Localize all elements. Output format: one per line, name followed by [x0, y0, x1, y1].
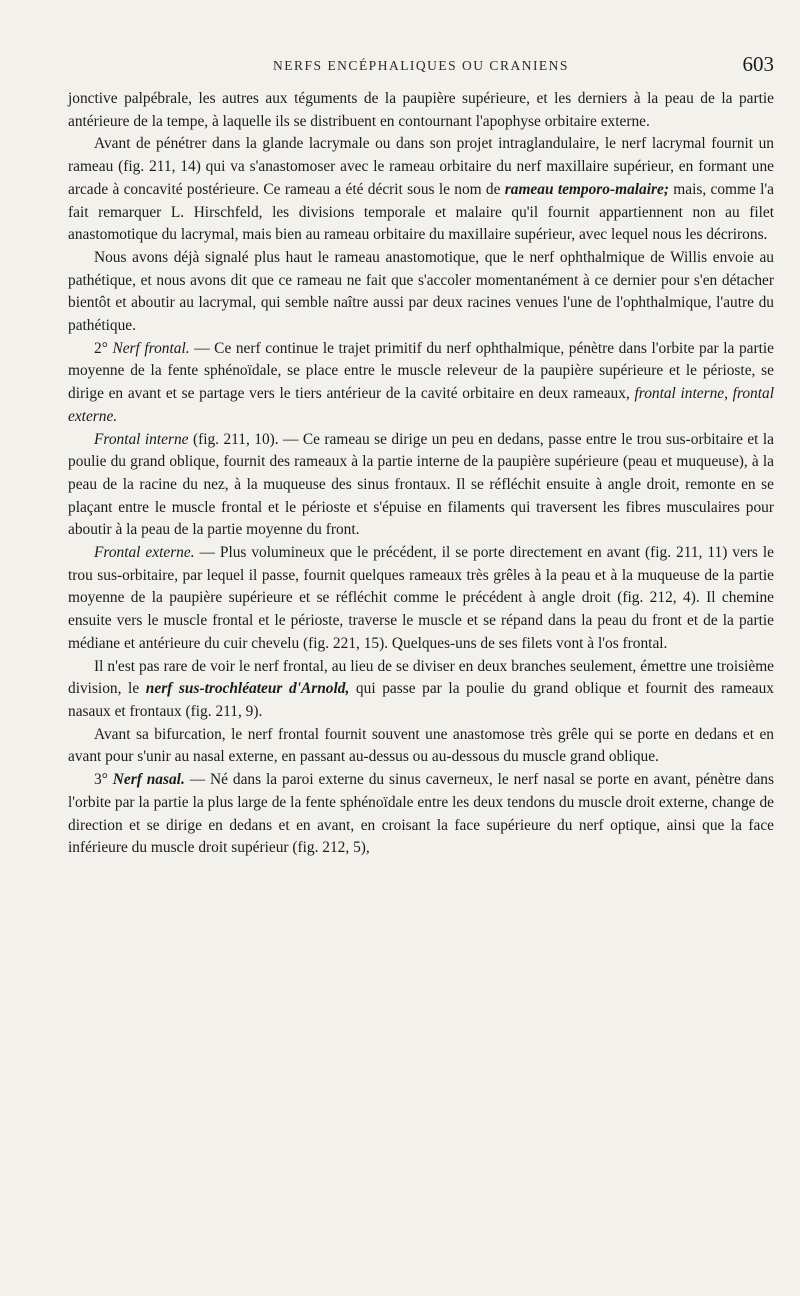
paragraph	[68, 429, 774, 543]
page	[68, 52, 775, 860]
text-run: Il n'est pas rare de voir le nerf frontal, au lieu de se diviser en deux branches seulement, émettre une troisième division, le	[68, 657, 774, 698]
paragraph	[68, 656, 774, 724]
page-number: 603	[742, 52, 774, 76]
emphasis-text: Nerf frontal.	[112, 339, 190, 357]
text-run: jonctive palpébrale, les autres aux téguments de la paupière supérieure, et les derniers à la peau de la partie antérieure de la tempe, à laquelle ils se distribuent en contournant l'apophyse orbitaire externe.	[68, 90, 774, 130]
text-run: — Ce nerf continue le trajet primitif du nerf ophthalmique, pénètre dans l'orbite par la partie moyenne de la fente sphénoïdale, se place entre le muscle releveur de la paupière supérieure et le périoste, se dirige en avant et se partage vers le tiers antérieur de la cavité orbitaire en deux rameaux,	[68, 339, 775, 403]
body-text	[68, 88, 774, 860]
page-header	[68, 52, 774, 88]
running-head: NERFS ENCÉPHALIQUES OU CRANIENS	[273, 58, 569, 73]
text-run: — Né dans la paroi externe du sinus caverneux, le nerf nasal se porte en avant, pénètre dans l'orbite par la partie la plus large de la fente sphénoïdale entre les deux tendons du muscle droit externe, change de direction et se dirige en dedans et en avant, en croisant la face supérieure du nerf optique, ainsi que la face inférieure du muscle droit supérieur (fig. 212, 5),	[68, 771, 774, 857]
text-run: Avant de pénétrer dans la glande lacrymale ou dans son projet intraglandulaire, le nerf lacrymal fournit un rameau (fig. 211, 14) qui va s'anastomoser avec le rameau orbitaire du nerf maxillaire supérieur, en formant une arcade à concavité postérieure. Ce rameau a été décrit sous le nom de	[68, 135, 774, 198]
paragraph	[68, 247, 774, 338]
paragraph	[68, 769, 774, 860]
text-run: mais, comme l'a fait remarquer L. Hirschfeld, les divisions temporale et malaire qu'il fournit appartiennent non au filet anastomotique du lacrymal, mais bien au rameau orbitaire du maxillaire supérieur, avec lequel nous les décrirons.	[68, 180, 775, 244]
text-run: Nous avons déjà signalé plus haut le rameau anastomotique, que le nerf ophthalmique de Willis envoie au pathétique, et nous avons dit que ce rameau ne fait que s'accoler momentanément à ce dernier pour s'en détacher bientôt et aboutir au lacrymal, qui semble naître aussi par deux racines venues l'une de l'ophthalmique, l'autre du pathétique.	[68, 248, 774, 335]
paragraph	[68, 724, 774, 769]
paragraph	[68, 338, 774, 429]
emphasis-text: Nerf nasal.	[112, 771, 185, 789]
emphasis-text: frontal interne, frontal externe.	[68, 385, 774, 425]
paragraph	[68, 133, 774, 247]
emphasis-text: Frontal interne	[94, 430, 189, 448]
text-run: 3°	[94, 771, 113, 789]
emphasis-text: rameau temporo-malaire;	[504, 180, 669, 198]
text-run: — Plus volumineux que le précédent, il se porte directement en avant (fig. 211, 11) vers le trou sus-orbitaire, par lequel il passe, fournit quelques rameaux très grêles à la peau et à la muqueuse de la partie moyenne de la paupière supérieure et se réfléchit comme le précédent à angle droit (fig. 212, 4). Il chemine ensuite vers le muscle frontal et le périoste, traverse le muscle et se répand dans la peau du front et de la partie médiane et antérieure du cuir chevelu (fig. 221, 15). Quelques-uns de ses filets vont à l'os frontal.	[68, 544, 774, 652]
text-run: Avant sa bifurcation, le nerf frontal fournit souvent une anastomose très grêle qui se porte en dedans et en avant pour s'unir au nasal externe, en passant au-dessus ou au-dessous du muscle grand oblique.	[68, 725, 774, 766]
emphasis-text: Frontal externe.	[94, 544, 195, 562]
paragraph	[68, 542, 774, 656]
text-run: qui passe par la poulie du grand oblique et fournit des rameaux nasaux et frontaux (fig. 211, 9).	[68, 680, 775, 720]
emphasis-text: nerf sus-trochléateur d'Arnold,	[145, 680, 350, 698]
text-run: 2°	[94, 339, 113, 357]
text-run: (fig. 211, 10). — Ce rameau se dirige un peu en dedans, passe entre le trou sus-orbitaire et la poulie du grand oblique, fournit des rameaux à la partie interne de la paupière supérieure (peau et muqueuse), à la peau de la racine du nez, à la muqueuse des sinus frontaux. Il se réfléchit ensuite à angle droit, remonte en se plaçant entre le muscle frontal et le périoste et s'épuise en filaments qui traversent les fibres musculaires pour aboutir à la peau de la partie moyenne du front.	[68, 430, 774, 539]
paragraph	[68, 88, 774, 133]
